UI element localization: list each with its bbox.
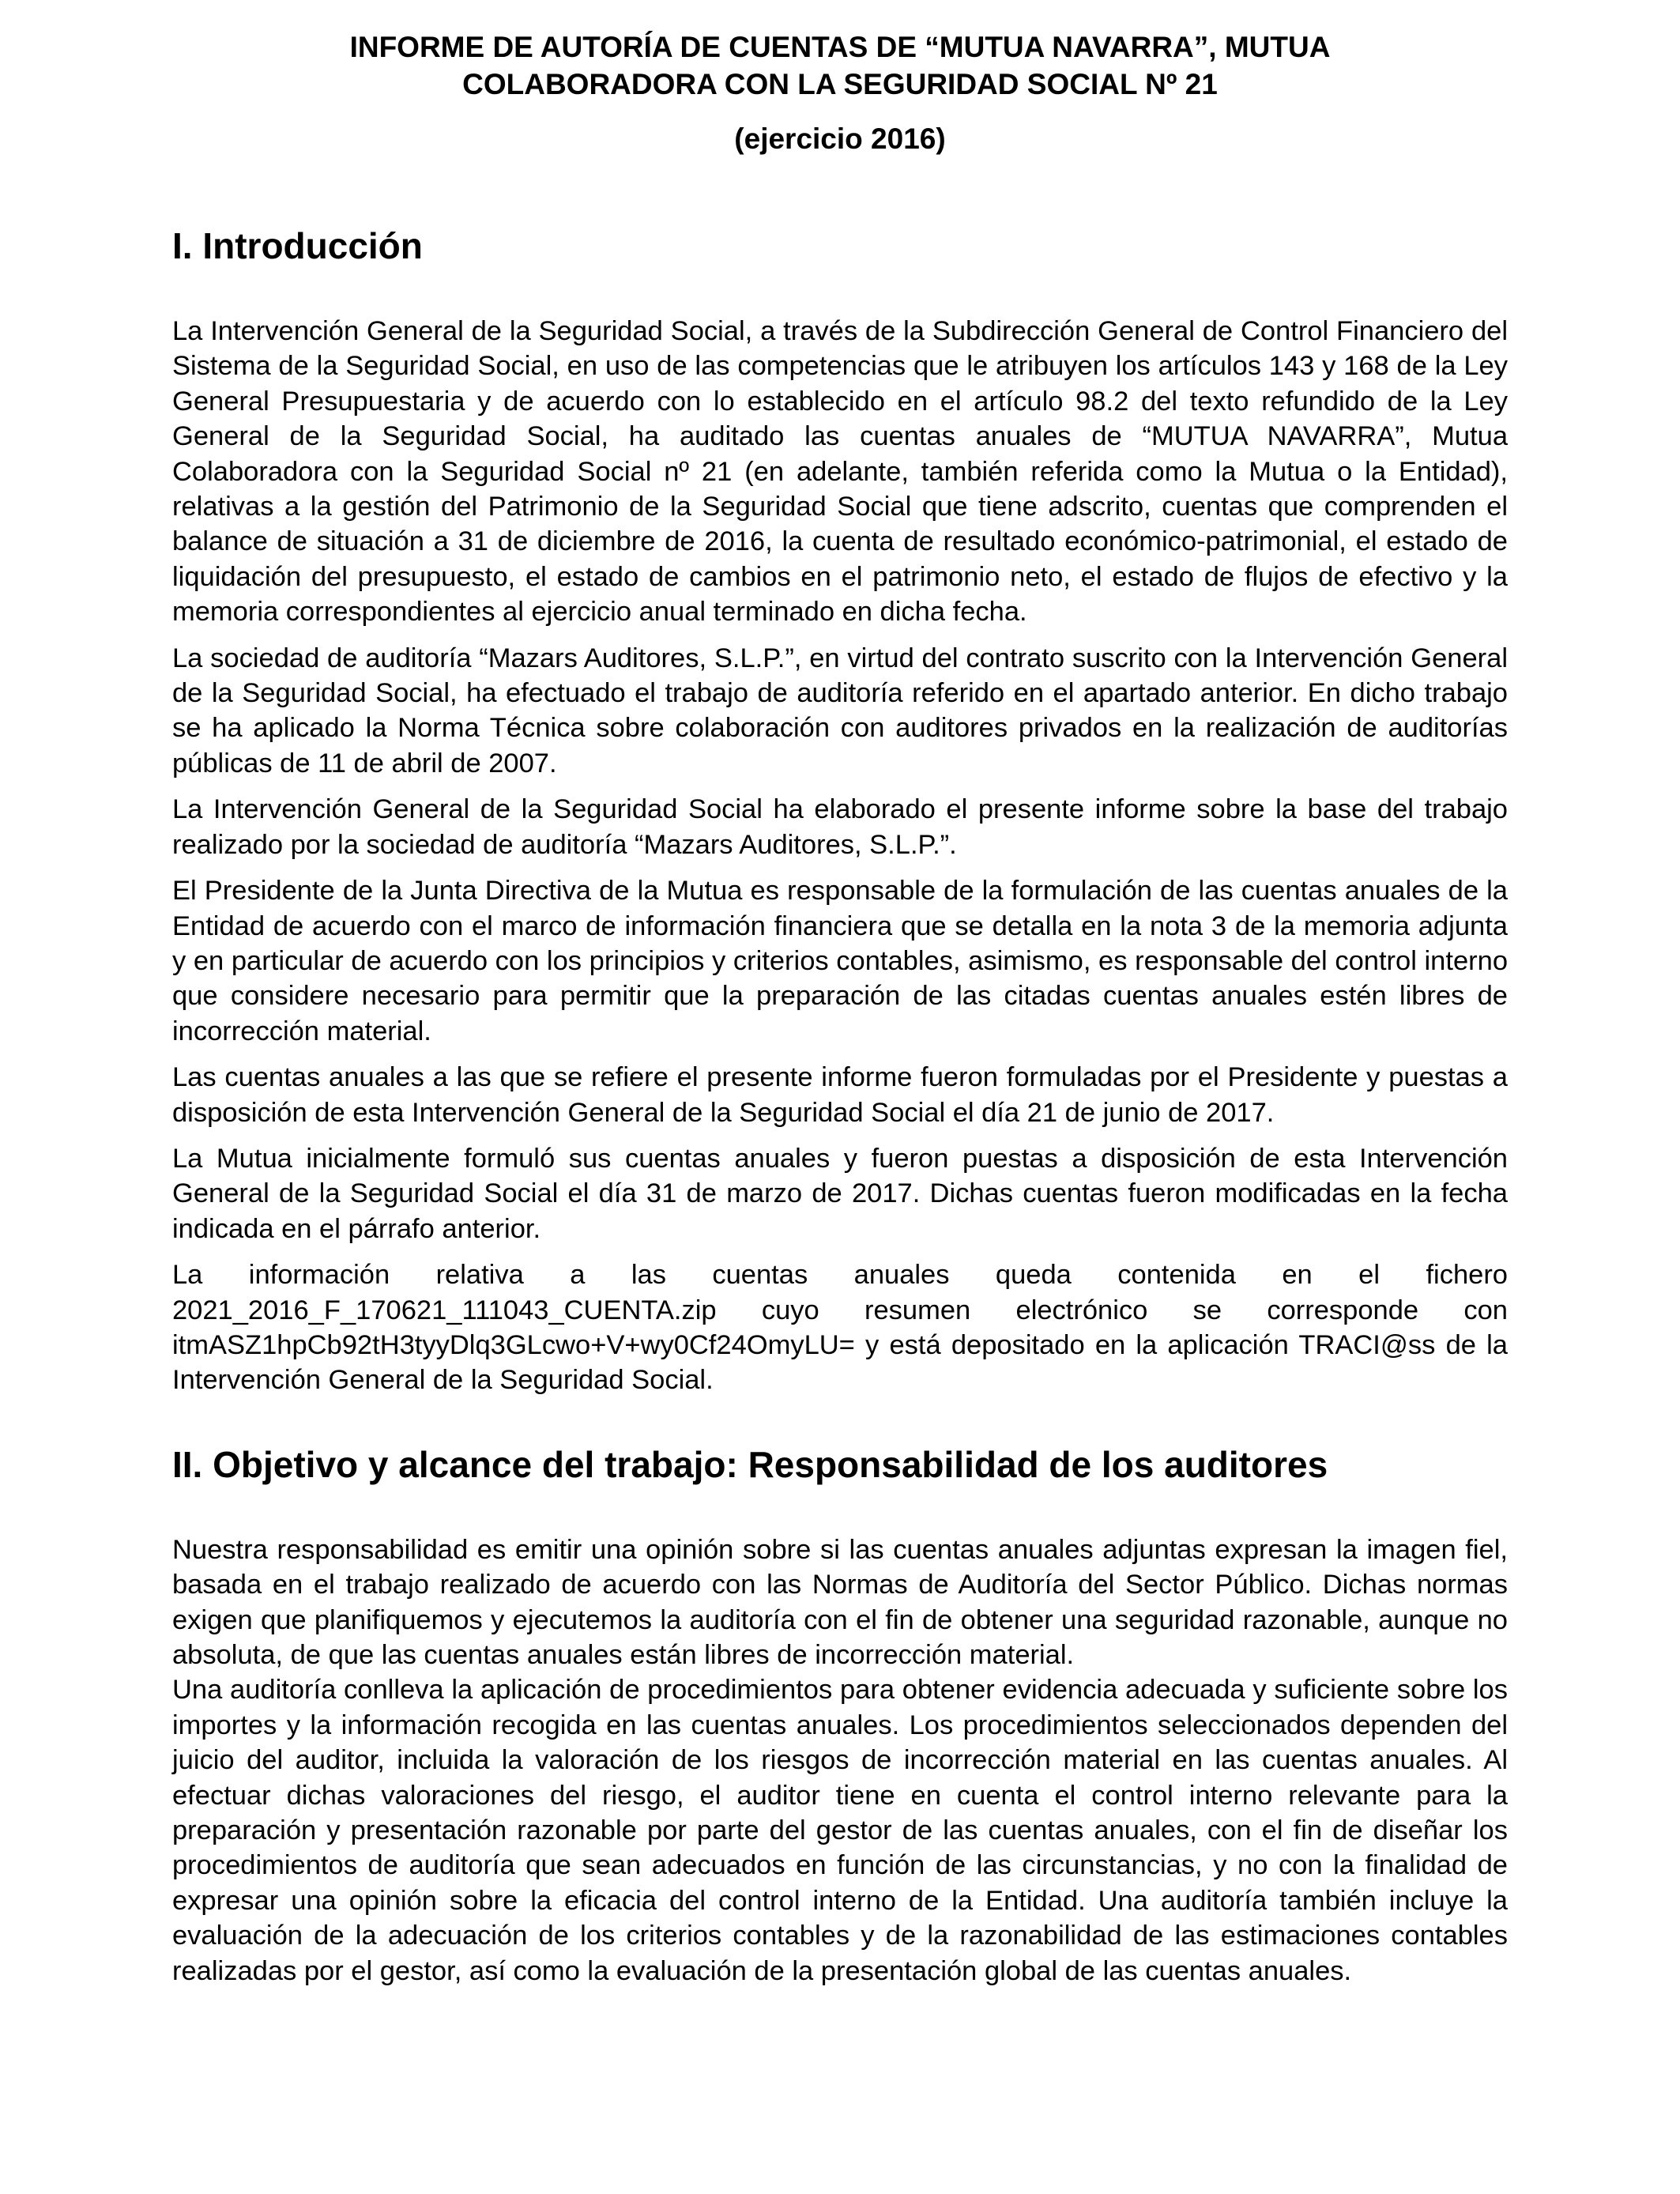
paragraph: El Presidente de la Junta Directiva de la Mutua es responsable de la formulación de las cuentas anuales de la Entidad de acuerdo con el marco de información financiera que se detalla en la nota 3 de la memoria adjunta y en particular de acuerdo con los principios y criterios contables, asimismo, es responsable del control interno que considere necesario para permitir que la preparación de las citadas cuentas anuales estén libres de incorrección material. [172, 876, 1508, 1046]
paragraph: Una auditoría conlleva la aplicación de procedimientos para obtener evidencia adecuada y suficiente sobre los importes y la información recogida en las cuentas anuales. Los procedimientos seleccionados dependen del juicio del auditor, incluida la valoración de los riesgos de incorrección material en las cuentas anuales. Al efectuar dichas valoraciones del riesgo, el auditor tiene en cuenta el control interno relevante para la preparación y presentación razonable por parte del gestor de las cuentas anuales, con el fin de diseñar los procedimientos de auditoría que sean adecuados en función de las circunstancias, y no con la finalidad de expresar una opinión sobre la eficacia del control interno de la Entidad. Una auditoría también incluye la evaluación de la adecuación de los criterios contables y de la razonabilidad de las estimaciones contables realizadas por el gestor, así como la evaluación de la presentación global de las cuentas anuales. [172, 1675, 1508, 1986]
section-heading-objetivo-alcance: II. Objetivo y alcance del trabajo: Responsabilidad de los auditores [172, 1443, 1328, 1485]
paragraph: Nuestra responsabilidad es emitir una opinión sobre si las cuentas anuales adjuntas expresan la imagen fiel, basada en el trabajo realizado de acuerdo con las Normas de Auditoría del Sector Público. Dichas normas exigen que planifiquemos y ejecutemos la auditoría con el fin de obtener una seguridad razonable, aunque no absoluta, de que las cuentas anuales están libres de incorrección material. [172, 1534, 1508, 1670]
paragraph: La Intervención General de la Seguridad Social ha elaborado el presente informe sobre la base del trabajo realizado por la sociedad de auditoría “Mazars Auditores, S.L.P.”. [172, 794, 1508, 860]
section-heading-introduccion: I. Introducción [172, 225, 423, 266]
paragraph: La sociedad de auditoría “Mazars Auditores, S.L.P.”, en virtud del contrato suscrito con la Intervención General de la Seguridad Social, ha efectuado el trabajo de auditoría referido en el apartado anterior. En dicho trabajo se ha aplicado la Norma Técnica sobre colaboración con auditores privados en la realización de auditorías públicas de 11 de abril de 2007. [172, 643, 1508, 778]
paragraph: Las cuentas anuales a las que se refiere el presente informe fueron formuladas por el Presidente y puestas a disposición de esta Intervención General de la Seguridad Social el día 21 de junio de 2017. [172, 1062, 1508, 1128]
paragraph: La información relativa a las cuentas anuales queda contenida en el fichero 2021_2016_F_170621_111043_CUENTA.zip cuyo resumen electrónico se corresponde con itmASZ1hpCb92tH3tyyDlq3GLcwo+V+wy0Cf24OmyLU= y está depositado en la aplicación TRACI@ss de la Intervención General de la Seguridad Social. [172, 1260, 1508, 1396]
document-subtitle: (ejercicio 2016) [734, 123, 946, 155]
document-title: INFORME DE AUTORÍA DE CUENTAS DE “MUTUA NAVARRA”, MUTUA COLABORADORA CON LA SEGURIDAD SOCIAL Nº 21 [349, 31, 1331, 100]
document-page [172, 28, 1508, 1989]
paragraph: La Intervención General de la Seguridad Social, a través de la Subdirección General de Control Financiero del Sistema de la Seguridad Social, en uso de las competencias que le atribuyen los artículos 143 y 168 de la Ley General Presupuestaria y de acuerdo con lo establecido en el artículo 98.2 del texto refundido de la Ley General de la Seguridad Social, ha auditado las cuentas anuales de “MUTUA NAVARRA”, Mutua Colaboradora con la Seguridad Social nº 21 (en adelante, también referida como la Mutua o la Entidad), relativas a la gestión del Patrimonio de la Seguridad Social que tiene adscrito, cuentas que comprenden el balance de situación a 31 de diciembre de 2016, la cuenta de resultado económico-patrimonial, el estado de liquidación del presupuesto, el estado de cambios en el patrimonio neto, el estado de flujos de efectivo y la memoria correspondientes al ejercicio anual terminado en dicha fecha. [172, 316, 1508, 628]
paragraph: La Mutua inicialmente formuló sus cuentas anuales y fueron puestas a disposición de esta Intervención General de la Seguridad Social el día 31 de marzo de 2017. Dichas cuentas fueron modificadas en la fecha indicada en el párrafo anterior. [172, 1143, 1508, 1244]
